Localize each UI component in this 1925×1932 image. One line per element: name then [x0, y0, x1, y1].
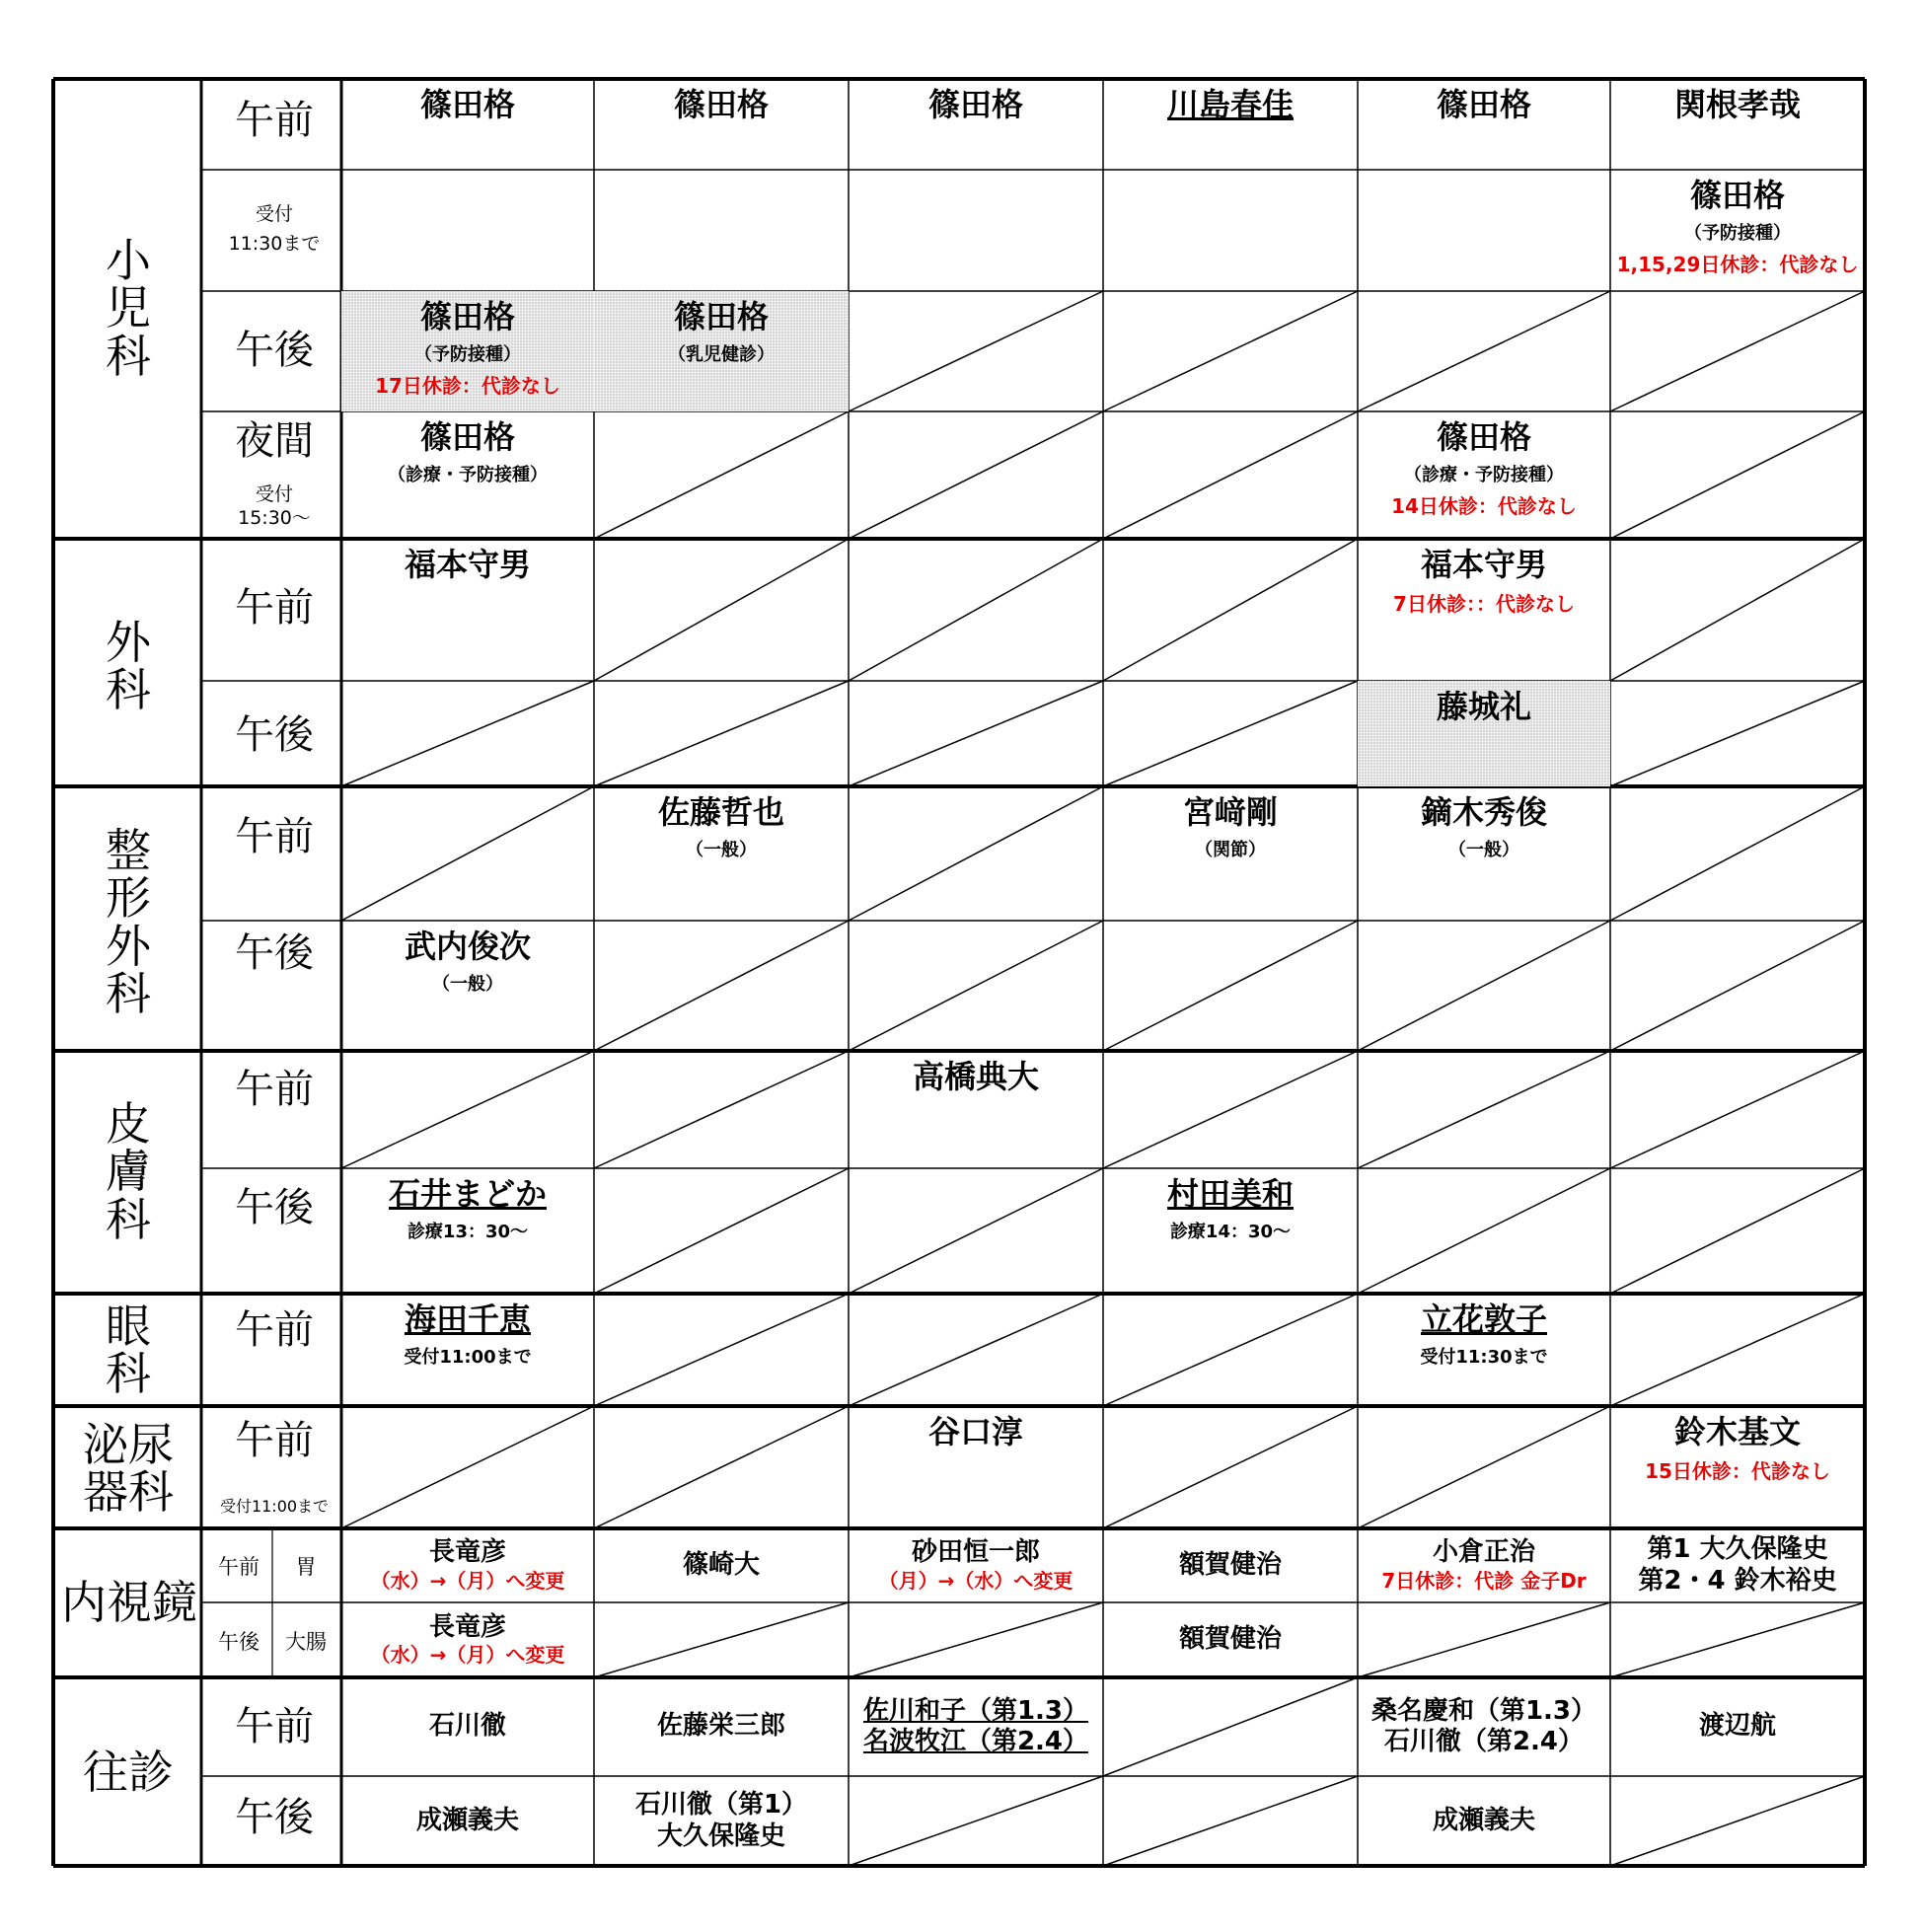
- slot-reception-am-line2: 11:30まで: [228, 233, 321, 255]
- dept-label-line: 泌尿: [83, 1418, 174, 1471]
- doctor-name: 長竜彦: [428, 1537, 506, 1568]
- empty-slot-slash: [849, 681, 1103, 786]
- schedule-cell: [1358, 681, 1610, 786]
- schedule-cell: [341, 1677, 594, 1776]
- doctor-name: 篠田格: [673, 298, 769, 335]
- slot-label-pm: 午後: [235, 328, 314, 373]
- dept-label-char: 整: [106, 824, 151, 877]
- schedule-cell: [1358, 1677, 1610, 1776]
- doctor-name: 鈴木基文: [1673, 1413, 1801, 1450]
- slot-label-pm: 午後: [235, 1795, 314, 1840]
- empty-slot-slash: [1103, 1677, 1358, 1776]
- doctor-name: 篠田格: [1436, 86, 1531, 123]
- schedule-cell: [1103, 1602, 1358, 1677]
- dept-label-char: 科: [106, 663, 151, 717]
- doctor-name: 額賀健治: [1178, 1549, 1282, 1580]
- doctor-name: 篠田格: [927, 86, 1023, 123]
- doctor-name: 宮﨑剛: [1182, 793, 1278, 831]
- slot-label-endo-pm: 午後: [218, 1630, 259, 1654]
- schedule-cell: [1358, 1776, 1610, 1866]
- doctor-name: 藤城礼: [1436, 688, 1531, 725]
- dept-label-char: 科: [106, 1347, 151, 1401]
- schedule-cell: [1103, 786, 1358, 921]
- empty-slot-slash: [594, 1406, 849, 1528]
- slot-label-am: 午前: [235, 814, 314, 859]
- empty-slot-slash: [1358, 1406, 1610, 1528]
- holiday-note: 7日休診：代診 金子Dr: [1381, 1568, 1587, 1593]
- dept-label-homecare: [83, 1746, 174, 1799]
- doctor-name: 篠田格: [419, 86, 515, 123]
- doctor-name: 高橋典大: [912, 1058, 1039, 1095]
- dept-label-surgery: [99, 616, 158, 717]
- schedule-cell: [1358, 786, 1610, 921]
- slot-label-endo-colon: 大腸: [285, 1630, 327, 1654]
- empty-slot-slash: [849, 411, 1103, 539]
- empty-slot-slash: [1103, 1776, 1358, 1866]
- slot-label-am: 午前: [235, 585, 314, 631]
- empty-slot-slash: [849, 1168, 1103, 1294]
- slot-reception-urology: 受付11:00まで: [219, 1497, 330, 1516]
- cell-note: 診療13：30〜: [407, 1221, 529, 1242]
- schedule-cell: [341, 921, 594, 1051]
- doctor-name: 村田美和: [1166, 1175, 1294, 1213]
- doctor-name: 額賀健治: [1178, 1624, 1282, 1655]
- cell-note: （関節）: [1195, 839, 1266, 860]
- doctor-name: 川島春佳: [1166, 86, 1294, 123]
- slot-label-pm: 午後: [235, 1185, 314, 1230]
- dept-label-char: 科: [106, 329, 151, 383]
- empty-slot-slash: [1103, 291, 1358, 411]
- dept-label-line: 器科: [83, 1465, 174, 1520]
- schedule-cell: [1358, 79, 1610, 170]
- empty-slot-slash: [1103, 1294, 1358, 1406]
- empty-slot-slash: [849, 291, 1103, 411]
- doctor-name: 篠田格: [419, 298, 515, 335]
- doctor-name: 佐藤哲也: [657, 793, 784, 831]
- doctor-name: 篠田格: [1436, 418, 1531, 456]
- empty-slot-slash: [1358, 1168, 1610, 1294]
- doctor-name: 谷口淳: [927, 1413, 1023, 1450]
- cell-note: （一般）: [686, 839, 757, 860]
- cell-note: 診療14：30〜: [1169, 1221, 1292, 1242]
- empty-slot-slash: [1358, 291, 1610, 411]
- empty-slot-slash: [1103, 539, 1358, 681]
- schedule-cell: [341, 1528, 594, 1602]
- dept-label-char: 科: [106, 1192, 151, 1246]
- doctor-name: 名波牧江（第2.4）: [862, 1727, 1089, 1756]
- dept-label-orthopedics: [99, 824, 158, 1020]
- doctor-name: 関根孝哉: [1673, 86, 1801, 123]
- empty-slot-slash: [1358, 921, 1610, 1051]
- cell-note: （診療・予防接種）: [1404, 464, 1564, 485]
- holiday-note: （月）→（水）へ変更: [878, 1568, 1074, 1593]
- doctor-name: 石川徹: [428, 1711, 506, 1742]
- doctor-name: 篠田格: [419, 418, 515, 456]
- doctor-name: 第2・4 鈴木裕史: [1638, 1565, 1837, 1596]
- schedule-cell: [594, 291, 849, 411]
- empty-slot-slash: [594, 921, 849, 1051]
- cell-note: 受付11:00まで: [404, 1346, 532, 1368]
- dept-label-char: 皮: [106, 1097, 151, 1151]
- empty-slot-slash: [1610, 786, 1865, 921]
- schedule-cell: [1103, 79, 1358, 170]
- holiday-note: 14日休診：代診なし: [1391, 494, 1577, 519]
- schedule-cell: [341, 539, 594, 681]
- schedule-cell: [594, 79, 849, 170]
- doctor-name: 渡辺航: [1698, 1711, 1776, 1742]
- empty-slot-slash: [849, 1776, 1103, 1866]
- holiday-note: （水）→（月）へ変更: [370, 1643, 565, 1668]
- schedule-cell: [341, 291, 594, 411]
- empty-slot-slash: [1103, 921, 1358, 1051]
- doctor-name: 福本守男: [1420, 546, 1547, 583]
- empty-slot-slash: [594, 1602, 849, 1677]
- empty-slot-slash: [849, 786, 1103, 921]
- dept-label-char: 外: [106, 919, 151, 973]
- schedule-cell: [849, 1051, 1103, 1168]
- schedule-cell: [849, 1406, 1103, 1528]
- schedule-cell: [341, 1294, 594, 1406]
- doctor-name: 長竜彦: [428, 1611, 506, 1642]
- empty-slot-slash: [849, 1602, 1103, 1677]
- empty-slot-slash: [1610, 1602, 1865, 1677]
- dept-label-endoscopy: [57, 1576, 201, 1629]
- slot-label-am: 午前: [235, 1307, 314, 1353]
- schedule-cell: [341, 1776, 594, 1866]
- dept-label-urology: [83, 1418, 174, 1520]
- slot-label-endo-stomach: 胃: [295, 1555, 317, 1579]
- doctor-name: 石川徹（第2.4）: [1383, 1727, 1585, 1756]
- slot-label-pm: 午後: [235, 712, 314, 758]
- empty-slot-slash: [341, 1406, 594, 1528]
- empty-slot-slash: [594, 1294, 849, 1406]
- schedule-cell: [594, 786, 849, 921]
- dept-label-line: 内視鏡: [61, 1576, 197, 1629]
- empty-slot-slash: [849, 1294, 1103, 1406]
- dept-label-char: 小: [106, 234, 151, 287]
- dept-label-char: 形: [106, 871, 151, 926]
- cell-note: （乳児健診）: [668, 343, 775, 365]
- empty-slot-slash: [1103, 1406, 1358, 1528]
- doctor-name: 砂田恒一郎: [911, 1537, 1040, 1568]
- empty-slot-slash: [849, 539, 1103, 681]
- slot-reception-night-line2: 15:30〜: [238, 507, 311, 529]
- empty-slot-slash: [1610, 1776, 1865, 1866]
- doctor-name: 小倉正治: [1432, 1537, 1535, 1568]
- schedule-cell: [594, 1528, 849, 1602]
- dept-label-char: 膚: [106, 1145, 151, 1199]
- doctor-name: 佐藤栄三郎: [656, 1711, 785, 1742]
- slot-label-pm: 午後: [235, 930, 314, 976]
- dept-label-line: 往診: [83, 1746, 174, 1799]
- empty-slot-slash: [1610, 539, 1865, 681]
- empty-slot-slash: [594, 411, 849, 539]
- schedule-cell: [1103, 1528, 1358, 1602]
- schedule-cell: [1610, 1677, 1865, 1776]
- empty-slot-slash: [1610, 1051, 1865, 1168]
- slot-label-am: 午前: [235, 98, 314, 143]
- doctor-name: 篠崎大: [682, 1549, 760, 1580]
- empty-slot-slash: [341, 786, 594, 921]
- schedule-cell: [594, 1677, 849, 1776]
- holiday-note: 17日休診：代診なし: [375, 374, 560, 399]
- cell-note: （一般）: [1448, 839, 1519, 860]
- cell-note: 受付11:30まで: [1420, 1346, 1548, 1368]
- slot-label-endo-am: 午前: [218, 1555, 259, 1579]
- empty-slot-slash: [849, 921, 1103, 1051]
- cell-note: （診療・予防接種）: [388, 464, 548, 485]
- doctor-name: 篠田格: [1689, 177, 1785, 214]
- schedule-cell: [594, 1776, 849, 1866]
- schedule-cell: [1358, 411, 1610, 539]
- empty-slot-slash: [1610, 411, 1865, 539]
- empty-slot-slash: [594, 1051, 849, 1168]
- slot-label-am: 午前: [235, 1418, 314, 1463]
- doctor-name: 大久保隆史: [656, 1821, 785, 1851]
- holiday-note: 7日休診：：代診なし: [1393, 591, 1575, 616]
- schedule-cell: [849, 1677, 1103, 1776]
- doctor-name: 立花敦子: [1420, 1300, 1547, 1338]
- dept-label-dermatology: [99, 1097, 158, 1246]
- holiday-note: 15日休診：代診なし: [1645, 1458, 1830, 1483]
- schedule-cell: [1610, 170, 1865, 291]
- schedule-cell: [1358, 1528, 1610, 1602]
- schedule-cell: [849, 1528, 1103, 1602]
- slot-label-night: 夜間: [235, 418, 314, 464]
- holiday-note: 1,15,29日休診：代診なし: [1616, 253, 1859, 277]
- doctor-name: 鏑木秀俊: [1420, 793, 1547, 831]
- empty-slot-slash: [1610, 921, 1865, 1051]
- doctor-name: 福本守男: [404, 546, 531, 583]
- slot-label-am: 午前: [235, 1704, 314, 1749]
- empty-slot-slash: [1358, 1051, 1610, 1168]
- schedule-cell: [341, 1602, 594, 1677]
- empty-slot-slash: [1358, 1602, 1610, 1677]
- schedule-cell: [341, 1168, 594, 1294]
- empty-slot-slash: [341, 1051, 594, 1168]
- doctor-name: 第1 大久保隆史: [1647, 1534, 1828, 1565]
- schedule-cell: [1103, 1168, 1358, 1294]
- empty-slot-slash: [1103, 681, 1358, 786]
- dept-label-pediatrics: [99, 234, 158, 383]
- doctor-name: 石井まどか: [388, 1175, 547, 1213]
- slot-reception-am-line1: 受付: [255, 203, 293, 225]
- doctor-name: 篠田格: [673, 86, 769, 123]
- empty-slot-slash: [1610, 1294, 1865, 1406]
- schedule-cell: [1610, 1528, 1865, 1602]
- schedule-cell: [341, 411, 594, 539]
- slot-label-am: 午前: [235, 1067, 314, 1112]
- schedule-cell: [341, 79, 594, 170]
- empty-slot-slash: [1103, 1051, 1358, 1168]
- holiday-note: （水）→（月）へ変更: [370, 1568, 565, 1593]
- doctor-name: 桑名慶和（第1.3）: [1370, 1695, 1597, 1726]
- dept-label-ophthalmology: [99, 1300, 158, 1401]
- doctor-name: 成瀬義夫: [415, 1805, 519, 1835]
- doctor-name: 佐川和子（第1.3）: [862, 1695, 1089, 1726]
- dept-label-char: 外: [106, 616, 151, 669]
- schedule-cell: [1358, 1294, 1610, 1406]
- schedule-cell: [1610, 1406, 1865, 1528]
- slot-reception-night-line1: 受付: [255, 483, 293, 505]
- cell-note: （一般）: [432, 973, 503, 995]
- empty-slot-slash: [341, 681, 594, 786]
- cell-note: （予防接種）: [414, 343, 521, 365]
- dept-label-char: 児: [106, 281, 151, 335]
- empty-slot-slash: [1610, 681, 1865, 786]
- empty-slot-slash: [594, 1168, 849, 1294]
- dept-label-char: 眼: [106, 1300, 151, 1353]
- empty-slot-slash: [594, 539, 849, 681]
- schedule-cell: [1610, 79, 1865, 170]
- empty-slot-slash: [1610, 291, 1865, 411]
- doctor-name: 成瀬義夫: [1432, 1805, 1535, 1835]
- empty-slot-slash: [1103, 411, 1358, 539]
- dept-label-char: 科: [106, 966, 151, 1020]
- schedule-cell: [849, 79, 1103, 170]
- schedule-cell: [1358, 539, 1610, 681]
- doctor-name: 海田千恵: [404, 1300, 531, 1338]
- cell-note: （予防接種）: [1684, 222, 1791, 244]
- doctor-name: 石川徹（第1）: [634, 1790, 808, 1821]
- empty-slot-slash: [1610, 1168, 1865, 1294]
- empty-slot-slash: [594, 681, 849, 786]
- doctor-name: 武内俊次: [404, 928, 531, 965]
